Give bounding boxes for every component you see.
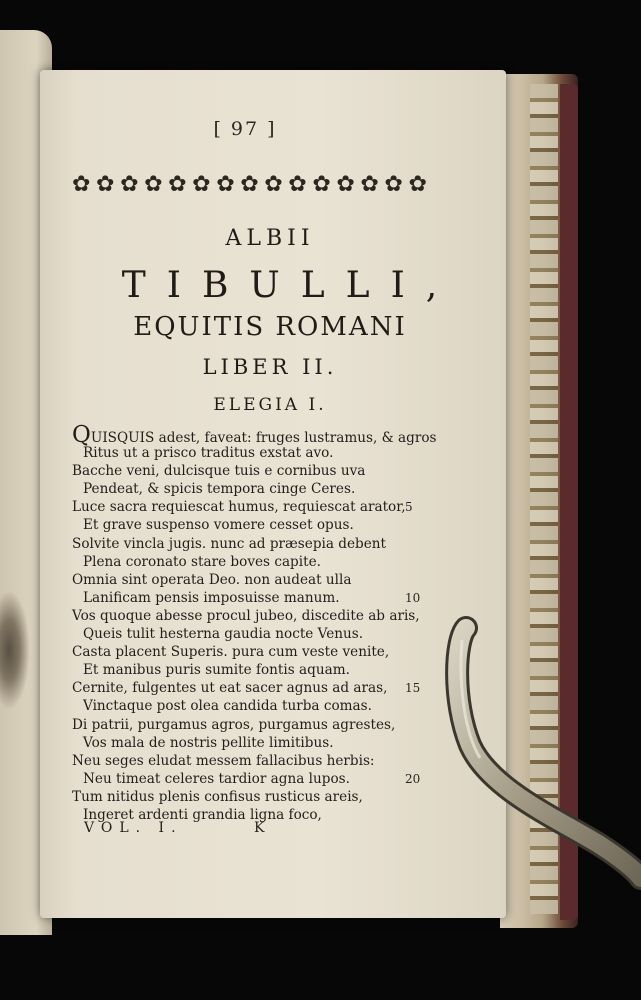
heading-book-number: LIBER II. bbox=[202, 355, 338, 379]
verse-text: Omnia sint operata Deo. non audeat ulla bbox=[72, 571, 352, 588]
ornament-flower: ✿ bbox=[288, 172, 307, 197]
verse-line bbox=[72, 752, 452, 770]
verse-line bbox=[72, 498, 452, 516]
facing-page-ornament bbox=[0, 590, 30, 710]
verse-text: Et grave suspenso vomere cesset opus. bbox=[83, 517, 354, 534]
verse-text: Pendeat, & spicis tempora cinge Ceres. bbox=[83, 481, 356, 498]
volume-mark: VOL. I. bbox=[84, 820, 183, 836]
verse-line bbox=[72, 734, 452, 752]
verse-line bbox=[72, 625, 452, 643]
ornament-flower: ✿ bbox=[264, 172, 283, 197]
verse-text: Vos mala de nostris pellite limitibus. bbox=[83, 734, 334, 751]
verse-text: Neu seges eludat messem fallacibus herbis: bbox=[72, 752, 375, 769]
line-number: 15 bbox=[405, 681, 421, 696]
verse-line bbox=[72, 607, 452, 625]
verse-line bbox=[72, 643, 452, 661]
ornament-row bbox=[72, 170, 427, 200]
verse-text: Et manibus puris sumite fontis aquam. bbox=[83, 662, 350, 679]
verse-text: Tum nitidus plenis confisus rusticus areis, bbox=[72, 788, 363, 805]
ornament-flower: ✿ bbox=[168, 172, 187, 197]
verse-text: Vinctaque post olea candida turba comas. bbox=[83, 698, 372, 715]
page-number: [ 97 ] bbox=[213, 118, 277, 140]
verse-line bbox=[72, 535, 452, 553]
drop-cap: Q bbox=[72, 422, 91, 448]
ornament-flower: ✿ bbox=[360, 172, 379, 197]
verse-text: Cernite, fulgentes ut eat sacer agnus ad aras, bbox=[72, 680, 388, 697]
ornament-flower: ✿ bbox=[72, 172, 91, 197]
leather-cover bbox=[560, 84, 578, 920]
verse-text: Ritus ut a prisco traditus exstat avo. bbox=[83, 445, 334, 462]
verse-text: Plena coronato stare boves capite. bbox=[83, 553, 321, 570]
verse-line bbox=[72, 516, 452, 534]
verse-text: Neu timeat celeres tardior agna lupos. bbox=[83, 770, 350, 787]
heading-author-first: ALBII bbox=[225, 226, 315, 251]
ornament-flower: ✿ bbox=[384, 172, 403, 197]
verse-text: Lanificam pensis imposuisse manum. bbox=[83, 589, 340, 606]
signature-line bbox=[84, 820, 304, 842]
verse-line bbox=[72, 571, 452, 589]
verse-line bbox=[72, 788, 452, 806]
verse-text: Queis tulit hesterna gaudia nocte Venus. bbox=[83, 626, 364, 643]
verse-line bbox=[72, 589, 452, 607]
verse-line bbox=[72, 444, 452, 462]
verse-line bbox=[72, 679, 452, 697]
verse-line bbox=[72, 480, 452, 498]
verse-line bbox=[72, 697, 452, 715]
ornament-flower: ✿ bbox=[144, 172, 163, 197]
verse-line bbox=[72, 553, 452, 571]
ornament-flower: ✿ bbox=[192, 172, 211, 197]
verse-text: Solvite vincla jugis. nunc ad præsepia debent bbox=[72, 535, 387, 552]
verse-line bbox=[72, 770, 452, 788]
line-number: 20 bbox=[405, 771, 421, 786]
heading-author-name: TIBULLI, bbox=[121, 265, 459, 306]
ornament-flower: ✿ bbox=[96, 172, 115, 197]
verse-text: Bacche veni, dulcisque tuis e cornibus uva bbox=[72, 463, 366, 480]
ornament-flower: ✿ bbox=[216, 172, 235, 197]
line-number: 10 bbox=[405, 590, 421, 605]
heading-elegy: ELEGIA I. bbox=[213, 395, 327, 415]
verse-text: Di patrii, purgamus agros, purgamus agrestes, bbox=[72, 716, 396, 733]
signature-mark: K bbox=[254, 820, 265, 836]
ornament-flower: ✿ bbox=[240, 172, 259, 197]
verse-text: Luce sacra requiescat humus, requiescat arator, bbox=[72, 499, 406, 516]
ornament-flower: ✿ bbox=[312, 172, 331, 197]
ornament-flower: ✿ bbox=[408, 172, 427, 197]
ornament-flower: ✿ bbox=[120, 172, 139, 197]
line-number: 5 bbox=[405, 500, 413, 515]
verse-line bbox=[72, 661, 452, 679]
heading-rank: EQUITIS ROMANI bbox=[133, 312, 407, 342]
verse-line bbox=[72, 462, 452, 480]
verse-text: Vos quoque abesse procul jubeo, discedite ab aris, bbox=[72, 607, 420, 624]
verse-line bbox=[72, 422, 452, 448]
ornament-flower: ✿ bbox=[336, 172, 355, 197]
verse-line bbox=[72, 716, 452, 734]
marbled-edge bbox=[530, 84, 558, 914]
verse-text: QUISQUIS adest, faveat: fruges lustramus, & agros bbox=[72, 422, 437, 448]
verse-block bbox=[72, 422, 452, 824]
verse-text: Casta placent Superis. pura cum veste venite, bbox=[72, 644, 390, 661]
verse-text: Ingeret ardenti grandia ligna foco, bbox=[83, 806, 322, 823]
